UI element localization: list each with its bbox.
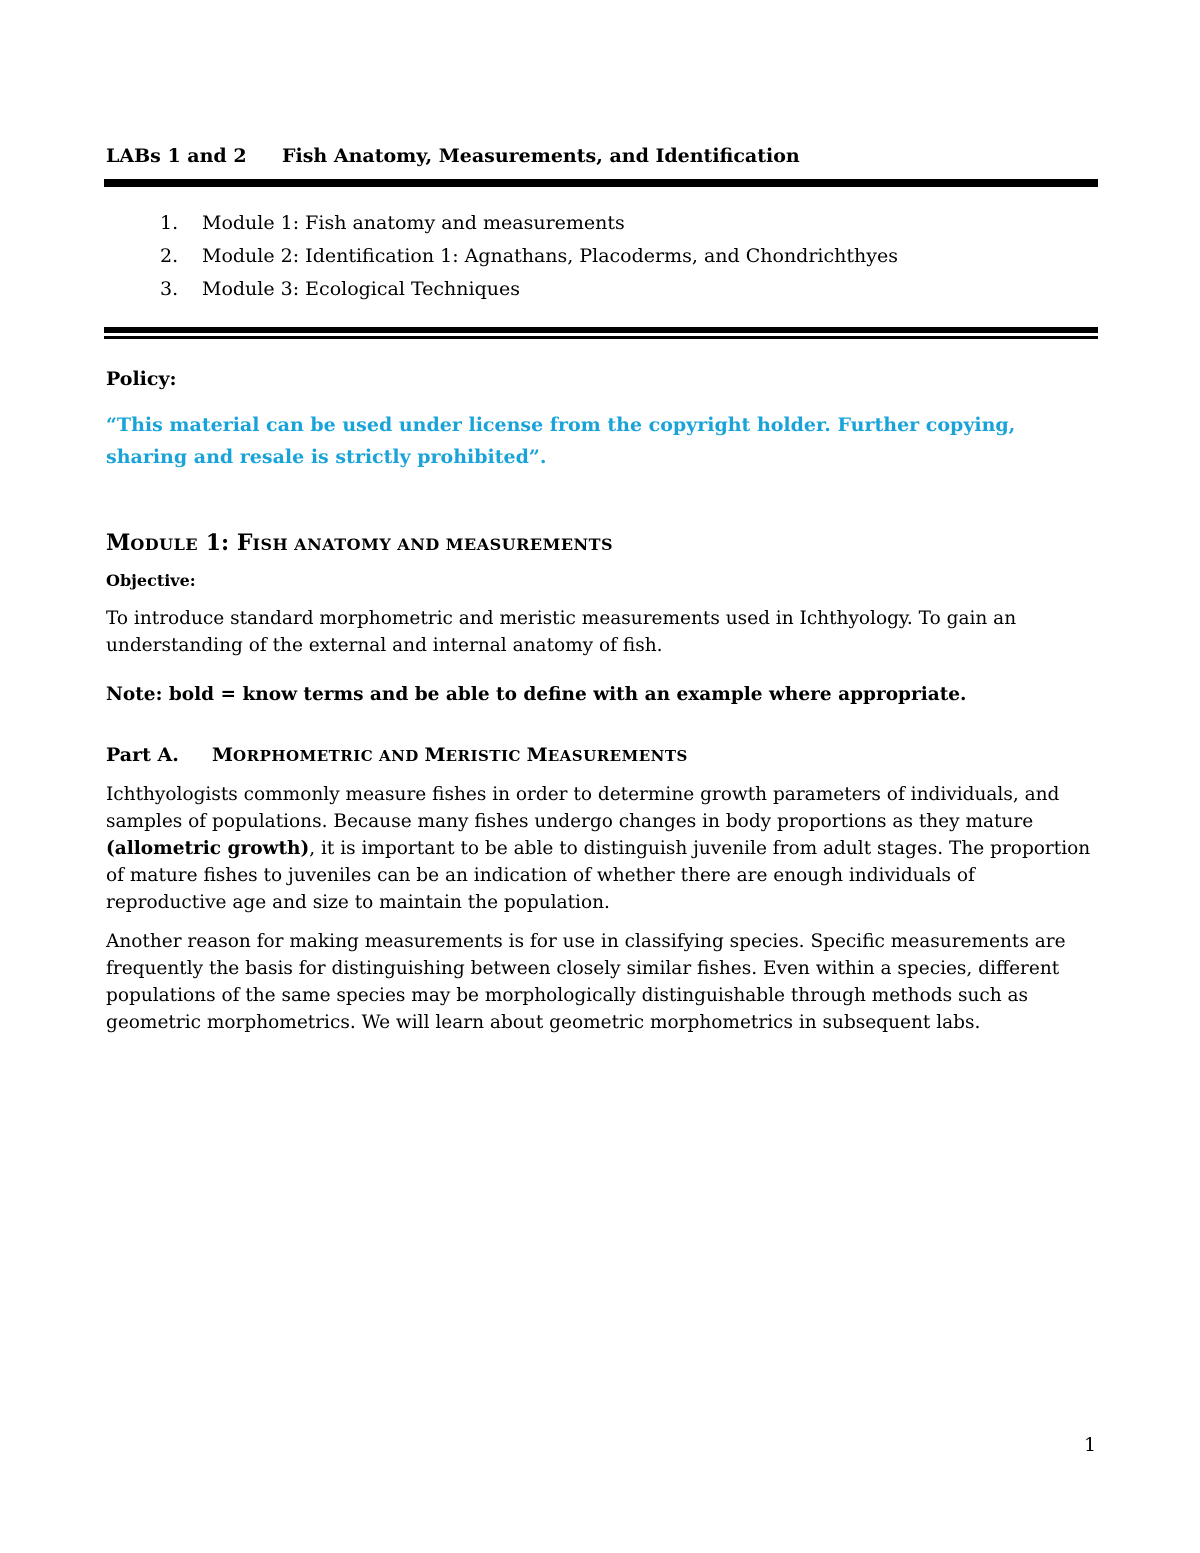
part-a-paragraph-2: Another reason for making measurements is for use in classifying species. Specific measurements are frequently the basis for distinguishing between closely similar fishes. Even within a species, different populations of the same species may be morphologically distinguishable through methods such as geometric morphometrics. We will learn about geometric morphometrics in subsequent labs. <box>106 931 1066 1033</box>
policy-label: Policy: <box>106 368 177 390</box>
divider-rule-top <box>104 327 1098 333</box>
allometric-growth-term: (allometric growth) <box>106 838 310 859</box>
bold-terms-note: Note: bold = know terms and be able to define with an example where appropriate. <box>106 684 967 705</box>
divider-rule-bottom <box>104 336 1098 339</box>
policy-text: “This material can be used under license from the copyright holder. Further copying, sharing and resale is strictly prohibited”. <box>106 414 1016 468</box>
lab-label: LABs 1 and 2 <box>106 145 247 167</box>
objective-label: Objective: <box>106 571 196 590</box>
objective-text: To introduce standard morphometric and meristic measurements used in Ichthyology. To gain an understanding of the external and internal anatomy of fish. <box>106 608 1017 656</box>
part-a-paragraph-1: Ichthyologists commonly measure fishes in order to determine growth parameters of individuals, and samples of populations. Because many fishes undergo changes in body proportions as they mature (allometric growth), it is important to be able to distinguish juvenile from adult stages. The proportion of mature fishes to juveniles can be an indication of whether there are enough individuals of reproductive age and size to maintain the population. <box>106 784 1091 913</box>
header-rule <box>104 179 1098 187</box>
lab-title: Fish Anatomy, Measurements, and Identification <box>282 145 800 167</box>
part-a-heading: Part A. MORPHOMETRIC AND MERISTIC MEASUREMENTS <box>106 744 688 766</box>
module-list <box>160 207 898 306</box>
module-list-item: 2. Module 2: Identification 1: Agnathans, Placoderms, and Chondrichthyes <box>160 245 898 267</box>
module-1-heading: MODULE 1: FISH ANATOMY AND MEASUREMENTS <box>106 530 614 556</box>
module-list-item: 3. Module 3: Ecological Techniques <box>160 278 520 300</box>
page-number: 1 <box>1084 1434 1097 1456</box>
lab-header <box>106 145 800 167</box>
module-list-item: 1. Module 1: Fish anatomy and measurements <box>160 212 625 234</box>
